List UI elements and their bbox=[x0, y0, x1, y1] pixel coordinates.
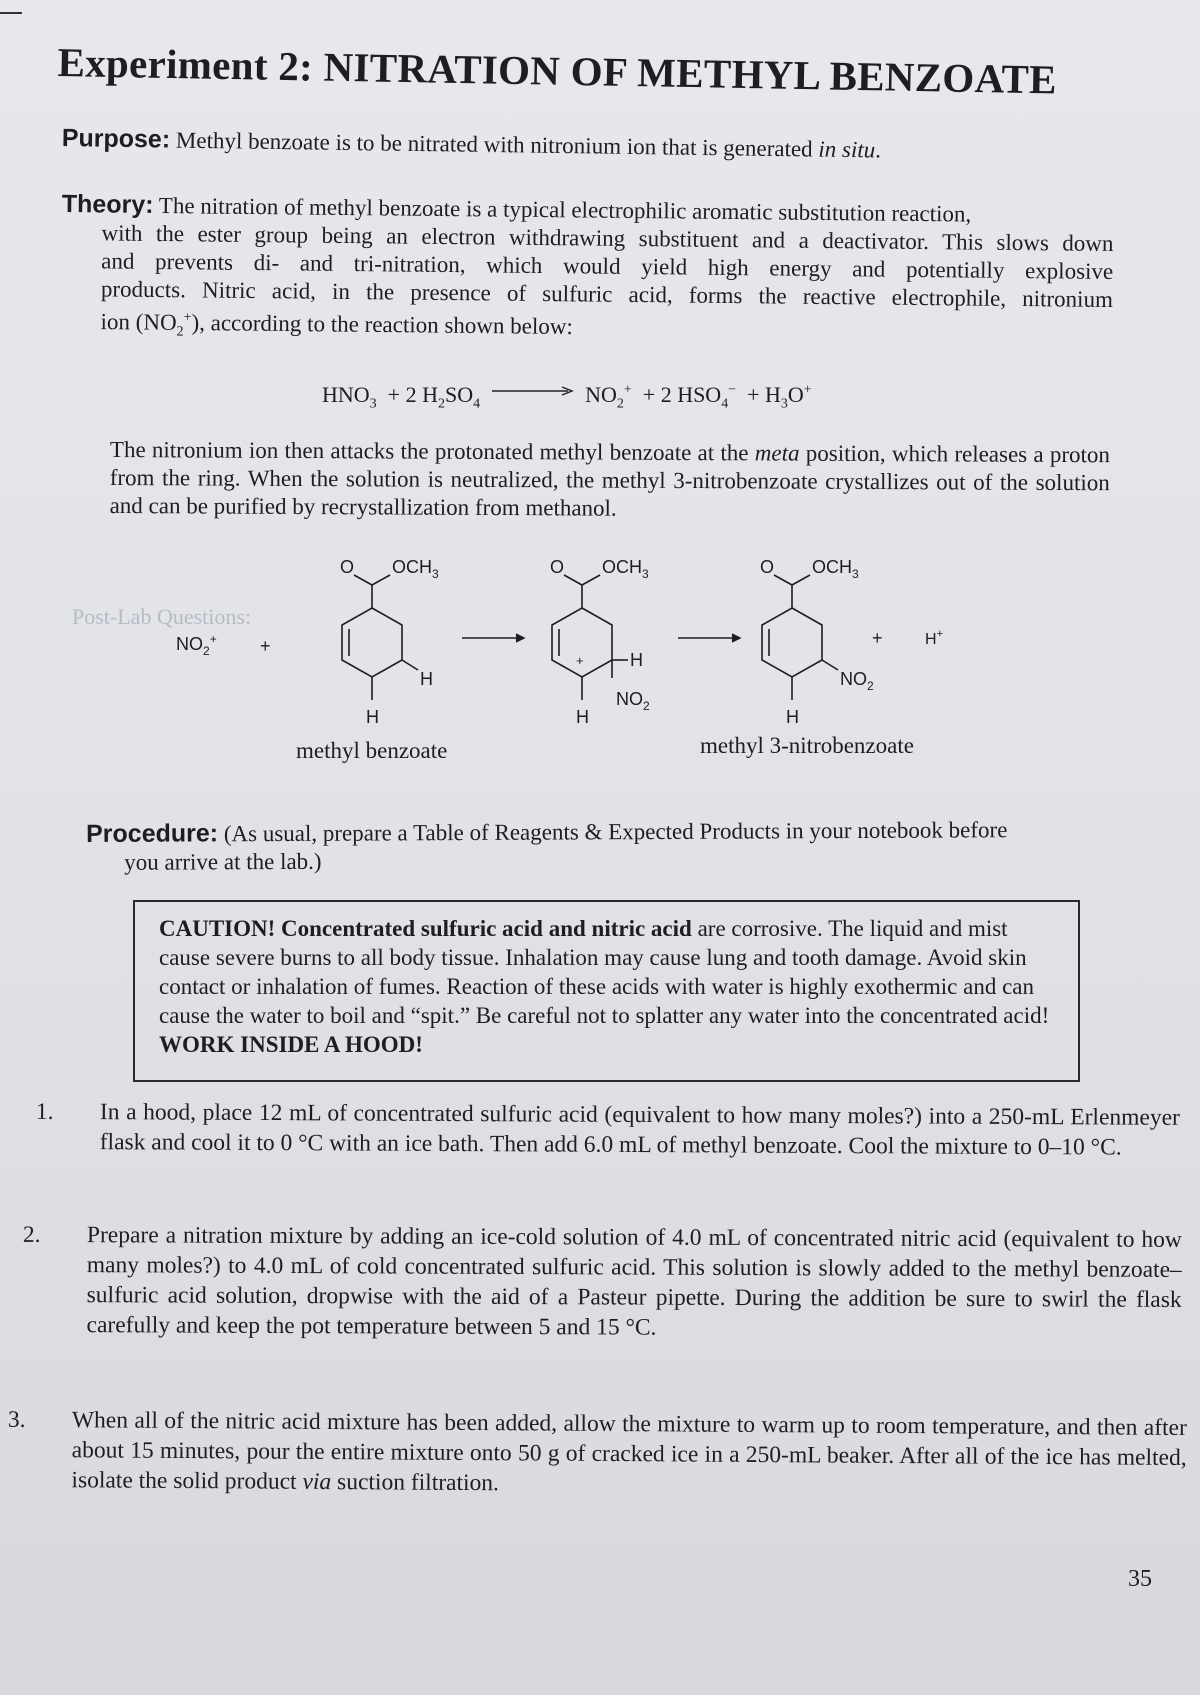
step-text: In a hood, place 12 mL of concentrated sulfuric acid (equivalent to how many moles?) into a 250-mL Erlenmeyer flask and cool it to 0 °C with an ice bath. Then add 6.0 mL of methyl benzoate. Cool the mixture to 0–10 °C. bbox=[99, 1099, 1180, 1161]
eq-no2plus: NO bbox=[585, 382, 617, 407]
scheme-arrow-1-icon bbox=[462, 634, 524, 642]
page-edge-mark bbox=[0, 12, 22, 14]
methyl-3-nitrobenzoate-structure bbox=[762, 575, 838, 700]
step-text-end: suction filtration. bbox=[331, 1469, 500, 1497]
purpose-paragraph bbox=[62, 124, 1142, 168]
methyl-benzoate-structure bbox=[342, 575, 418, 700]
caution-body: are corrosive. The liquid and mist cause severe burns to all body tissue. Inhalation may cause lung and tooth damage. Avoid skin contact or inhalation of fumes. Reaction of these acids with water is highly exothermic and can cause the water to boil and “spit.” Be careful not to splatter any water into the concentrated acid! bbox=[159, 916, 1050, 1028]
step-italic: via bbox=[302, 1468, 332, 1496]
eq-h3o-b: O bbox=[787, 382, 804, 407]
theory-last-line: ion $(NO_2^+)$, according to the reaction shown below: bbox=[100, 309, 573, 340]
procedure-step-2 bbox=[22, 1220, 1182, 1345]
eq-hno3: HNO bbox=[322, 382, 370, 407]
scheme-h-1a: H bbox=[420, 669, 433, 689]
scheme-och3-1: $OCH_3$ bbox=[392, 557, 439, 581]
scheme-o-1: O bbox=[340, 557, 355, 577]
step-number: 2. bbox=[22, 1221, 41, 1248]
theory-line: products. Nitric acid, in the presence of sulfuric acid, forms the reactive electrophile, nitronium bbox=[100, 276, 1114, 313]
procedure-step-3 bbox=[7, 1405, 1187, 1503]
procedure-label: Procedure: bbox=[86, 819, 219, 848]
purpose-end: . bbox=[875, 137, 882, 163]
nitronium-equation: $HNO_3 + 2$ $H_2SO_4$ $NO_2^+ + 2$ $HSO_4^- + H_3O^+$ bbox=[322, 382, 812, 412]
methyl-3-nitrobenzoate-label: methyl 3-nitrobenzoate bbox=[700, 733, 914, 758]
procedure-text-2: you arrive at the lab.) bbox=[124, 848, 322, 875]
theory-line: and prevents di- and tri-nitration, which would yield high energy and potentially explosive bbox=[101, 248, 1114, 285]
bleed-through-text: Post-Lab Questions: bbox=[72, 604, 252, 629]
reaction-arrow-icon bbox=[492, 386, 574, 396]
scheme-o-3: O bbox=[760, 557, 775, 577]
scheme-plus-1: + bbox=[260, 636, 271, 656]
theory-lead: The nitration of methyl benzoate is a typical electrophilic aromatic substitution reaction, bbox=[153, 192, 972, 227]
scheme-arrow-2-icon bbox=[678, 634, 740, 642]
theory-last-before: ion (NO bbox=[100, 309, 177, 335]
page-number: 35 bbox=[1128, 1566, 1152, 1592]
theory-label: Theory: bbox=[61, 190, 154, 219]
mechanism-paragraph bbox=[110, 436, 1110, 525]
scheme-h-1b: H bbox=[366, 707, 379, 727]
methyl-benzoate-label: methyl benzoate bbox=[296, 738, 448, 763]
purpose-label: Purpose: bbox=[61, 124, 171, 154]
theory-line: with the ester group being an electron withdrawing substituent and a deactivator. This slows down bbox=[101, 220, 1114, 257]
scheme-sigma-plus: + bbox=[576, 653, 584, 668]
caution-text bbox=[159, 914, 1059, 1059]
caution-box bbox=[133, 900, 1080, 1082]
theory-last-after: ), according to the reaction shown below: bbox=[191, 310, 573, 340]
procedure-step-1 bbox=[35, 1097, 1180, 1163]
scheme-h-plus: H+ bbox=[925, 628, 943, 648]
scheme-h-2a: H bbox=[630, 650, 643, 670]
step-number: 1. bbox=[35, 1098, 54, 1125]
scheme-och3-2: $OCH_3$ bbox=[602, 557, 649, 581]
eq-h2so4: + 2 H bbox=[387, 382, 438, 407]
theory-paragraph bbox=[60, 190, 1114, 356]
eq-h3o: + H bbox=[747, 382, 781, 407]
sigma-complex-structure bbox=[552, 575, 628, 700]
scheme-plus-2: + bbox=[872, 628, 883, 648]
scheme-h-2b: H bbox=[576, 707, 589, 727]
scheme-no2-3: $NO_2$ bbox=[840, 669, 874, 693]
scheme-o-2: O bbox=[550, 557, 565, 577]
step-text: Prepare a nitration mixture by adding an ice-cold solution of 4.0 mL of concentrated nitric acid (equivalent to how many moles?) to 4.0 mL of cold concentrated sulfuric acid. This solution is slowly added to the methyl benzoate–sulfuric acid solution, dropwise with the aid of a Pasteur pipette. During the addition be sure to swirl the flask carefully and keep the pot temperature between 5 and 15 °C. bbox=[86, 1222, 1182, 1341]
scheme-och3-3: $OCH_3$ bbox=[812, 557, 859, 581]
scheme-no2-2: $NO_2$ bbox=[616, 689, 650, 713]
mechanism-italic: meta bbox=[754, 440, 800, 466]
scheme-h-3: H bbox=[786, 707, 799, 727]
caution-heading: CAUTION! Concentrated sulfuric acid and nitric acid bbox=[159, 916, 692, 941]
step-text: When all of the nitric acid mixture has been added, allow the mixture to warm up to room temperature, and then after about 15 minutes, pour the entire mixture onto 50 g of cracked ice in a 250-mL beaker. After all of the ice has melted, isolate the solid product bbox=[71, 1407, 1187, 1495]
mechanism-text-2: position, which releases a proton from the ring. When the solution is neutralized, the methyl 3-nitrobenzoate crystallizes out of the solution and can be purified by recrystallization from methanol. bbox=[109, 440, 1110, 521]
eq-h2so4-b: SO bbox=[444, 382, 474, 407]
purpose-italic: in situ bbox=[818, 136, 876, 163]
eq-hso4: + 2 HSO bbox=[642, 382, 722, 407]
purpose-text: Methyl benzoate is to be nitrated with nitronium ion that is generated bbox=[169, 127, 819, 162]
step-number: 3. bbox=[7, 1406, 26, 1433]
page-title: Experiment 2: NITRATION OF METHYL BENZOATE bbox=[57, 38, 1058, 103]
caution-hood-warning: WORK INSIDE A HOOD! bbox=[159, 1032, 423, 1057]
scheme-nitronium: $NO_2^+$ bbox=[176, 632, 217, 658]
mechanism-text-1: The nitronium ion then attacks the protonated methyl benzoate at the bbox=[109, 437, 755, 466]
procedure-paragraph bbox=[86, 815, 1136, 877]
procedure-text: (As usual, prepare a Table of Reagents & Expected Products in your notebook before bbox=[217, 817, 1008, 847]
